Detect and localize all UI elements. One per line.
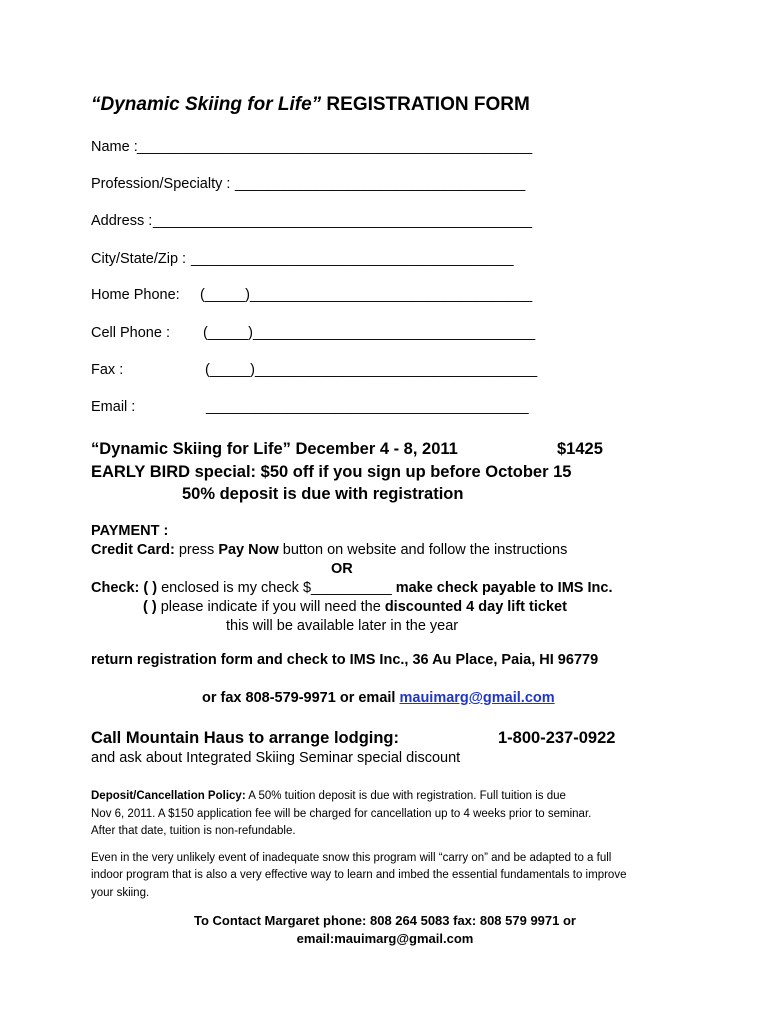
fax-label: Fax : — [91, 362, 124, 378]
address-blank[interactable]: _______________________________________________ — [153, 213, 533, 229]
return-instructions: return registration form and check to IMS Inc., 36 Au Place, Paia, HI 96779 — [91, 652, 599, 668]
fax-blank[interactable]: (_____)___________________________________ — [205, 362, 538, 378]
home-phone-blank[interactable]: (_____)___________________________________ — [200, 287, 533, 303]
policy-line-1: A 50% tuition deposit is due with registration. Full tuition is due — [245, 790, 566, 802]
form-title-program: “Dynamic Skiing for Life” — [91, 94, 322, 115]
lodging-phone: 1-800-237-0922 — [498, 729, 616, 747]
payment-section — [91, 522, 691, 636]
form-title — [91, 94, 530, 116]
lodging-discount-note: and ask about Integrated Skiing Seminar special discount — [91, 750, 461, 766]
policy-line-2: Nov 6, 2011. A $150 application fee will be charged for cancellation up to 4 weeks prior to seminar. — [91, 807, 592, 820]
event-name-dates: “Dynamic Skiing for Life” December 4 - 8, 2011 — [91, 440, 458, 458]
city-state-zip-blank[interactable]: ________________________________________ — [191, 251, 514, 267]
payment-heading: PAYMENT : — [91, 523, 169, 539]
profession-blank[interactable]: ____________________________________ — [235, 176, 526, 192]
email-link[interactable]: mauimarg@gmail.com — [399, 690, 555, 706]
lift-ticket-bold: discounted 4 day lift ticket — [384, 599, 567, 615]
contact-line-2: email:mauimarg@gmail.com — [296, 931, 474, 946]
credit-card-line — [91, 541, 691, 560]
address-label: Address : — [91, 213, 153, 229]
event-price: $1425 — [557, 440, 603, 458]
cancellation-policy — [91, 788, 681, 902]
pay-now-text: Pay Now — [218, 542, 279, 558]
event-details — [91, 438, 631, 506]
or-separator: OR — [331, 561, 353, 577]
early-bird-special: EARLY BIRD special: $50 off if you sign up before October 15 — [91, 462, 572, 481]
lift-ticket-checkbox[interactable]: ( ) — [143, 599, 157, 615]
fax-email-line — [202, 690, 555, 706]
city-state-zip-label: City/State/Zip : — [91, 251, 187, 267]
snow-note-line-3: your skiing. — [91, 886, 150, 899]
check-checkbox[interactable]: Check: ( ) — [91, 580, 158, 596]
email-label: Email : — [91, 399, 136, 415]
lift-ticket-line — [91, 598, 691, 617]
snow-note-line-1: Even in the very unlikely event of inadequate snow this program will “carry on” and be adapted to a full — [91, 851, 612, 864]
lodging-text: Call Mountain Haus to arrange lodging: — [91, 729, 400, 747]
check-text: enclosed is my check $__________ — [157, 580, 396, 596]
credit-card-instructions: button on website and follow the instructions — [278, 542, 568, 558]
lift-ticket-later: this will be available later in the year — [226, 618, 459, 634]
form-title-rest: REGISTRATION FORM — [321, 94, 530, 115]
fax-email-text: or fax 808-579-9971 or email — [202, 690, 400, 706]
snow-note-line-2: indoor program that is also a very effective way to learn and imbed the essential fundamentals to improve — [91, 869, 627, 881]
policy-label: Deposit/Cancellation Policy: — [91, 790, 246, 802]
credit-card-label: Credit Card: — [91, 542, 175, 558]
cell-phone-label: Cell Phone : — [91, 325, 170, 341]
cell-phone-blank[interactable]: (_____)___________________________________ — [203, 325, 536, 341]
contact-info — [0, 912, 770, 948]
deposit-note: 50% deposit is due with registration — [182, 485, 464, 503]
check-payable-note: make check payable to IMS Inc. — [395, 580, 613, 596]
or-line — [91, 560, 691, 579]
home-phone-label: Home Phone: — [91, 287, 180, 303]
name-blank[interactable]: _________________________________________________ — [137, 139, 533, 155]
contact-line-1: To Contact Margaret phone: 808 264 5083 fax: 808 579 9971 or — [194, 913, 576, 928]
lodging-line — [91, 729, 651, 748]
lift-ticket-text: please indicate if you will need the — [156, 599, 385, 615]
name-label: Name : — [91, 139, 138, 155]
credit-card-text: press — [174, 542, 219, 558]
check-line — [91, 579, 691, 598]
email-blank[interactable]: ________________________________________ — [206, 399, 529, 415]
profession-label: Profession/Specialty : — [91, 176, 231, 192]
policy-line-3: After that date, tuition is non-refundable. — [91, 825, 296, 837]
